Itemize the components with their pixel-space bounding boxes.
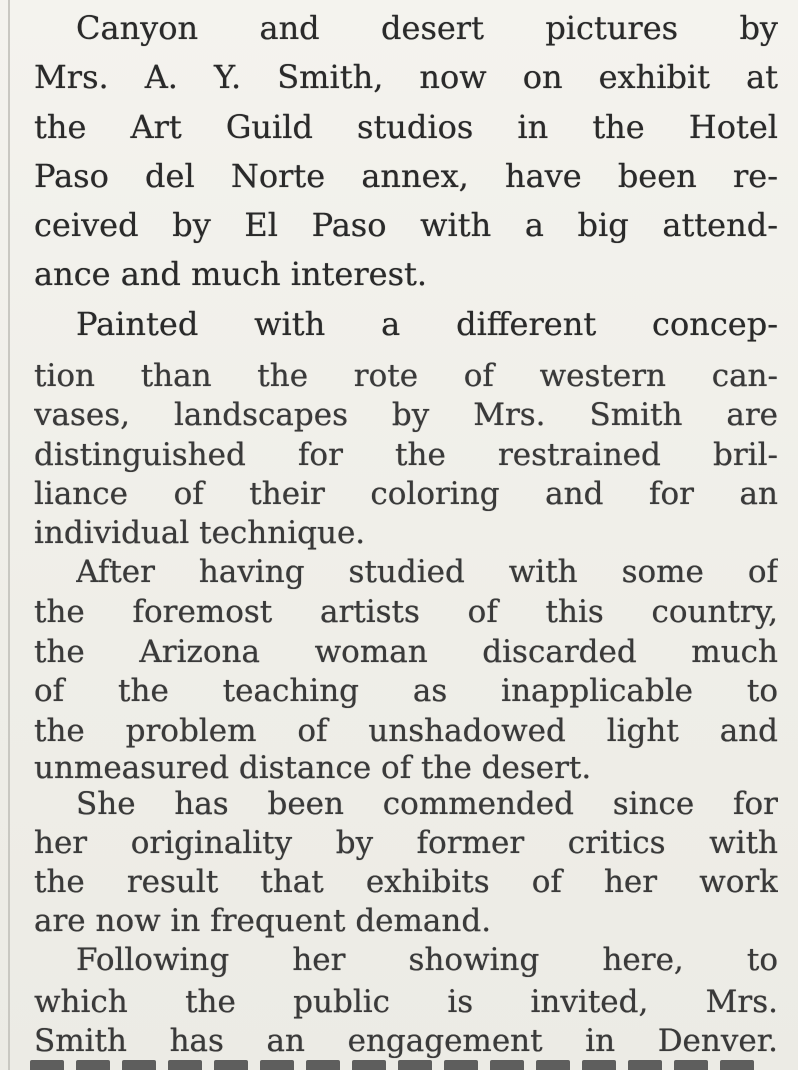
text-line: After having studied with some of <box>76 554 778 590</box>
text-line: tion than the rote of western can- <box>34 358 778 394</box>
text-line: Following her showing here, to <box>76 942 778 978</box>
text-line: the result that exhibits of her work <box>34 864 778 900</box>
text-line: vases, landscapes by Mrs. Smith are <box>34 397 778 433</box>
text-line: ance and much interest. <box>34 255 428 293</box>
text-line: the problem of unshadowed light and <box>34 713 778 749</box>
text-line: Mrs. A. Y. Smith, now on exhibit at <box>34 58 778 96</box>
text-line: unmeasured distance of the desert. <box>34 750 592 786</box>
text-line: Smith has an engagement in Denver. <box>34 1023 778 1059</box>
text-line: which the public is invited, Mrs. <box>34 984 778 1020</box>
column-rule <box>8 0 10 1070</box>
text-line: distinguished for the restrained bril- <box>34 437 778 473</box>
text-line: Paso del Norte annex, have been re- <box>34 157 778 195</box>
text-line: her originality by former critics with <box>34 825 778 861</box>
cut-off-text-fragment <box>30 1060 790 1070</box>
text-line: ceived by El Paso with a big attend- <box>34 206 778 244</box>
text-line: liance of their coloring and for an <box>34 476 778 512</box>
text-line: Painted with a different concep- <box>76 305 778 343</box>
text-line: the foremost artists of this country, <box>34 594 778 630</box>
text-line: the Arizona woman discarded much <box>34 634 778 670</box>
text-line: are now in frequent demand. <box>34 903 492 939</box>
text-line: the Art Guild studios in the Hotel <box>34 108 778 146</box>
text-line: Canyon and desert pictures by <box>76 9 778 47</box>
text-line: She has been commended since for <box>76 786 778 822</box>
text-line: of the teaching as inapplicable to <box>34 673 778 709</box>
text-line: individual technique. <box>34 515 366 551</box>
